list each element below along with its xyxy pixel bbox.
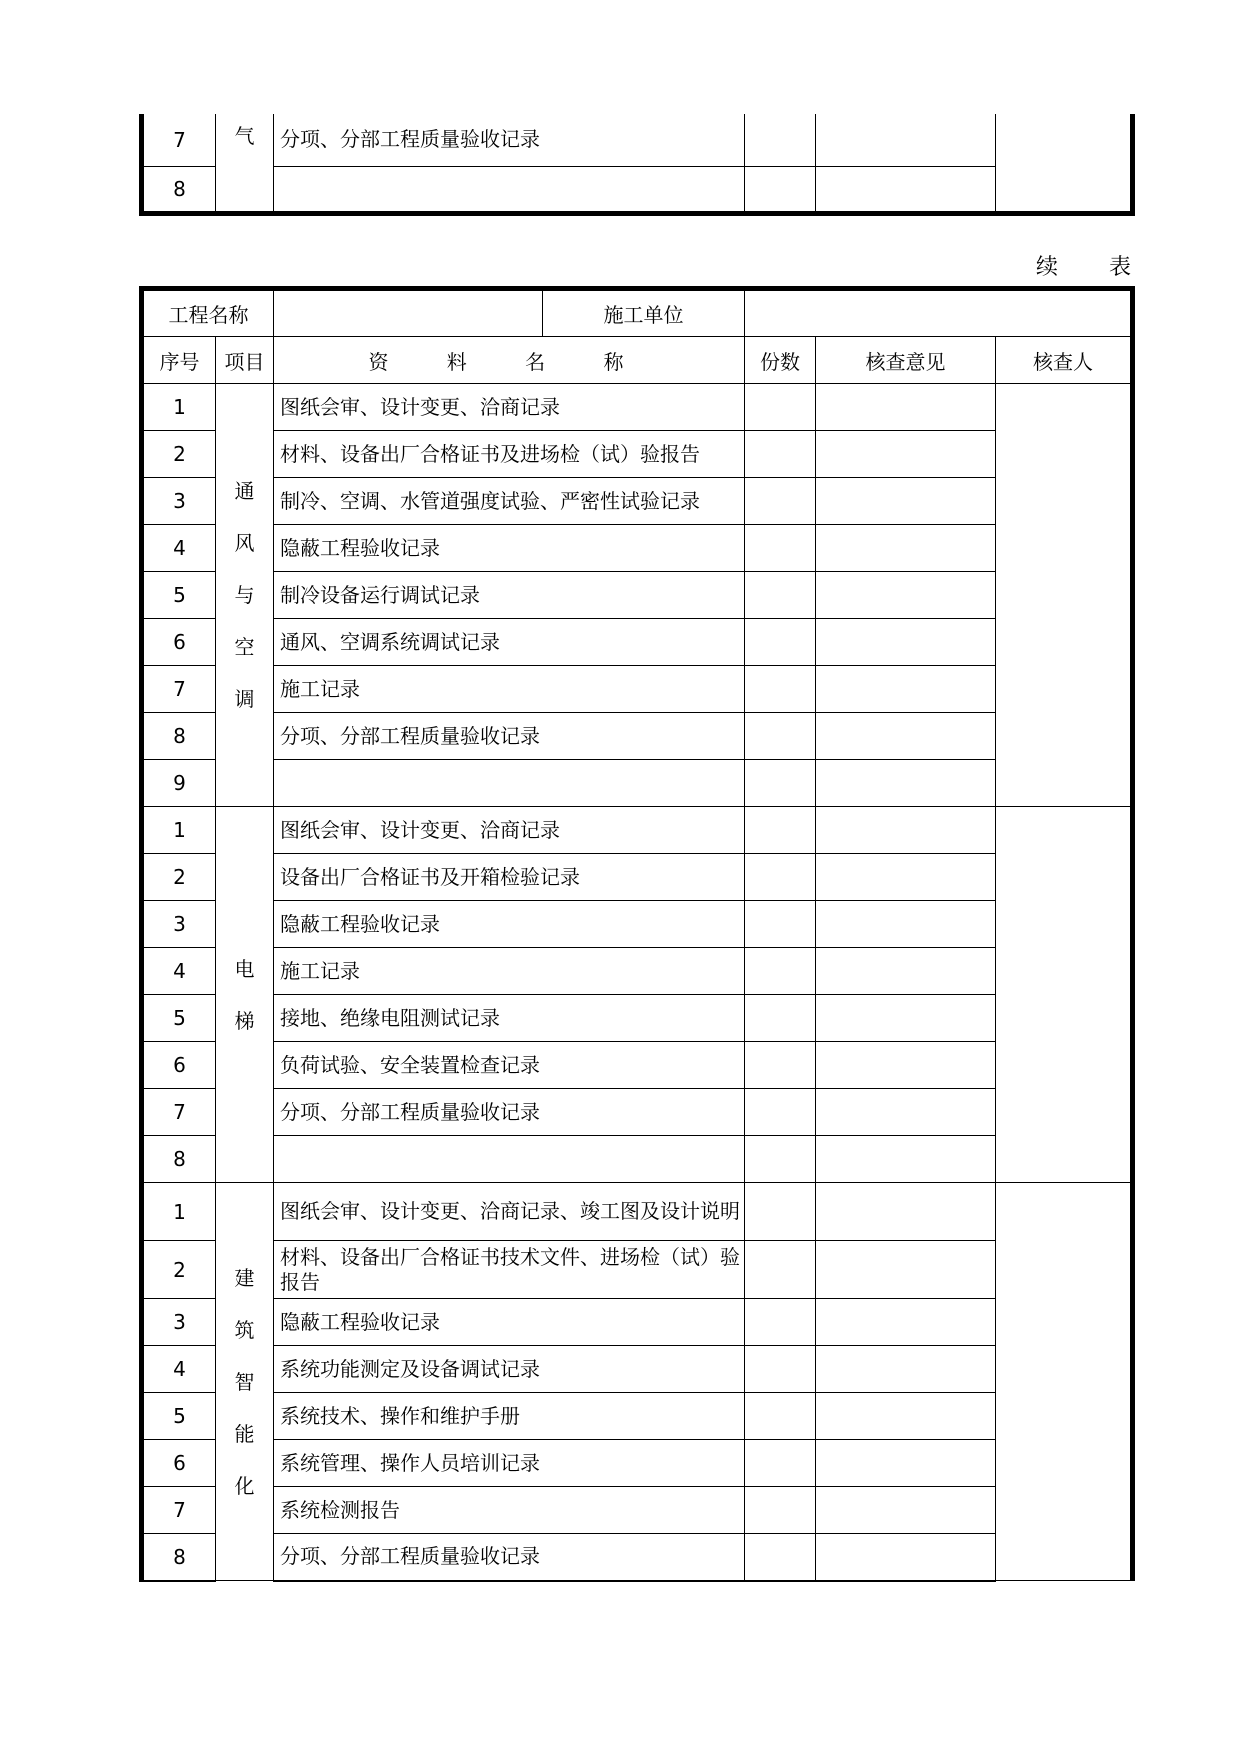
document-name-cell: 隐蔽工程验收记录 [274, 901, 745, 948]
copies-cell [745, 1346, 816, 1393]
opinion-cell [816, 1393, 996, 1440]
document-name-cell: 图纸会审、设计变更、洽商记录、竣工图及设计说明 [274, 1183, 745, 1241]
group-label-char: 电 [234, 956, 255, 981]
group-label-char: 智 [234, 1369, 255, 1394]
opinion-cell [816, 114, 996, 166]
header-row-project [142, 289, 1133, 337]
continued-label: 续 表 [1036, 255, 1153, 280]
copies-cell [745, 1089, 816, 1136]
row-number: 4 [142, 948, 216, 995]
opinion-cell [816, 525, 996, 572]
document-name-cell: 图纸会审、设计变更、洽商记录 [274, 807, 745, 854]
copies-cell [745, 948, 816, 995]
previous-table-fragment [139, 114, 1135, 216]
table-row [142, 948, 1133, 995]
document-name-cell: 施工记录 [274, 666, 745, 713]
checker-cell [996, 384, 1133, 807]
document-checklist-table [139, 286, 1135, 1582]
opinion-cell [816, 166, 996, 213]
document-name-cell: 分项、分部工程质量验收记录 [274, 1089, 745, 1136]
checker-cell [996, 1183, 1133, 1581]
copies-cell [745, 901, 816, 948]
group-label [216, 1183, 274, 1581]
copies-cell [745, 1042, 816, 1089]
row-number: 8 [142, 166, 216, 213]
table-row [142, 572, 1133, 619]
row-number: 4 [142, 1346, 216, 1393]
column-header-opinion: 核查意见 [816, 337, 996, 384]
copies-cell [745, 1440, 816, 1487]
copies-cell [745, 619, 816, 666]
row-number: 1 [142, 807, 216, 854]
opinion-cell [816, 807, 996, 854]
group-label-char: 梯 [234, 1008, 255, 1033]
column-header-item: 项目 [216, 337, 274, 384]
table-row [142, 901, 1133, 948]
table-row [142, 1393, 1133, 1440]
document-name-cell: 制冷设备运行调试记录 [274, 572, 745, 619]
copies-cell [745, 1241, 816, 1299]
group-label-char: 筑 [234, 1317, 255, 1342]
table-row [142, 1241, 1133, 1299]
table-row [142, 1042, 1133, 1089]
opinion-cell [816, 1241, 996, 1299]
copies-cell [745, 1534, 816, 1581]
opinion-cell [816, 760, 996, 807]
row-number: 3 [142, 901, 216, 948]
document-name-cell: 设备出厂合格证书及开箱检验记录 [274, 854, 745, 901]
row-number: 5 [142, 1393, 216, 1440]
document-name-cell: 分项、分部工程质量验收记录 [274, 713, 745, 760]
table-row [142, 1136, 1133, 1183]
copies-cell [745, 525, 816, 572]
copies-cell [745, 572, 816, 619]
row-number: 3 [142, 1299, 216, 1346]
group-label-char: 建 [234, 1265, 255, 1290]
group-label-char: 空 [234, 635, 255, 659]
copies-cell [745, 760, 816, 807]
copies-cell [745, 713, 816, 760]
opinion-cell [816, 1089, 996, 1136]
opinion-cell [816, 1346, 996, 1393]
opinion-cell [816, 1042, 996, 1089]
opinion-cell [816, 572, 996, 619]
table-row [142, 478, 1133, 525]
copies-cell [745, 1136, 816, 1183]
opinion-cell [816, 1136, 996, 1183]
table-row [142, 1346, 1133, 1393]
opinion-cell [816, 1299, 996, 1346]
copies-cell [745, 1183, 816, 1241]
checker-cell [996, 807, 1133, 1183]
group-label-char: 能 [234, 1421, 255, 1446]
row-number: 7 [142, 114, 216, 166]
row-number: 6 [142, 1042, 216, 1089]
document-name-cell: 制冷、空调、水管道强度试验、严密性试验记录 [274, 478, 745, 525]
row-number: 7 [142, 1089, 216, 1136]
document-name-cell: 隐蔽工程验收记录 [274, 1299, 745, 1346]
table-row [142, 854, 1133, 901]
row-number: 2 [142, 431, 216, 478]
table-row [142, 114, 1133, 166]
document-name-cell: 负荷试验、安全装置检查记录 [274, 1042, 745, 1089]
opinion-cell [816, 431, 996, 478]
row-number: 9 [142, 760, 216, 807]
header-row-columns [142, 337, 1133, 384]
copies-cell [745, 1487, 816, 1534]
document-name-cell [274, 166, 745, 213]
opinion-cell [816, 1487, 996, 1534]
row-number: 8 [142, 713, 216, 760]
row-number: 5 [142, 572, 216, 619]
row-number: 7 [142, 666, 216, 713]
group-label-char: 通 [234, 479, 255, 503]
opinion-cell [816, 1183, 996, 1241]
opinion-cell [816, 666, 996, 713]
table-row [142, 1534, 1133, 1581]
opinion-cell [816, 854, 996, 901]
copies-cell [745, 478, 816, 525]
group-label: 气 [216, 114, 274, 213]
table-row [142, 619, 1133, 666]
row-number: 7 [142, 1487, 216, 1534]
row-number: 8 [142, 1136, 216, 1183]
table-row [142, 1440, 1133, 1487]
copies-cell [745, 666, 816, 713]
group-label-char: 调 [234, 687, 255, 711]
group-label-char: 风 [234, 531, 255, 555]
document-name-cell: 施工记录 [274, 948, 745, 995]
document-name-cell [274, 760, 745, 807]
construction-unit-label: 施工单位 [543, 289, 745, 337]
table-row [142, 666, 1133, 713]
copies-cell [745, 431, 816, 478]
document-name-cell [274, 1136, 745, 1183]
group-label [216, 807, 274, 1183]
table-row [142, 995, 1133, 1042]
project-name-value [274, 289, 543, 337]
opinion-cell [816, 948, 996, 995]
table-row [142, 1299, 1133, 1346]
document-name-cell: 接地、绝缘电阻测试记录 [274, 995, 745, 1042]
row-number: 8 [142, 1534, 216, 1581]
opinion-cell [816, 1440, 996, 1487]
table-row [142, 525, 1133, 572]
table-row [142, 713, 1133, 760]
table-row [142, 807, 1133, 854]
copies-cell [745, 114, 816, 166]
row-number: 2 [142, 1241, 216, 1299]
copies-cell [745, 1299, 816, 1346]
document-name-cell: 材料、设备出厂合格证书技术文件、进场检（试）验报告 [274, 1241, 745, 1299]
table-row [142, 760, 1133, 807]
copies-cell [745, 995, 816, 1042]
row-number: 6 [142, 1440, 216, 1487]
opinion-cell [816, 901, 996, 948]
document-name-cell: 通风、空调系统调试记录 [274, 619, 745, 666]
document-name-cell: 分项、分部工程质量验收记录 [274, 1534, 745, 1581]
document-name-cell: 系统功能测定及设备调试记录 [274, 1346, 745, 1393]
document-name-cell: 系统技术、操作和维护手册 [274, 1393, 745, 1440]
document-name-cell: 系统管理、操作人员培训记录 [274, 1440, 745, 1487]
table-row [142, 1089, 1133, 1136]
group-label-char: 与 [234, 583, 255, 607]
row-number: 1 [142, 384, 216, 431]
row-number: 5 [142, 995, 216, 1042]
document-name-cell: 分项、分部工程质量验收记录 [274, 114, 745, 166]
construction-unit-value [745, 289, 1133, 337]
copies-cell [745, 807, 816, 854]
opinion-cell [816, 713, 996, 760]
table-row [142, 1487, 1133, 1534]
opinion-cell [816, 384, 996, 431]
table-row [142, 1183, 1133, 1241]
copies-cell [745, 1393, 816, 1440]
group-label-char: 化 [234, 1473, 255, 1498]
opinion-cell [816, 478, 996, 525]
row-number: 6 [142, 619, 216, 666]
group-label [216, 384, 274, 807]
document-name-cell: 系统检测报告 [274, 1487, 745, 1534]
column-header-checker: 核查人 [996, 337, 1133, 384]
row-number: 3 [142, 478, 216, 525]
opinion-cell [816, 1534, 996, 1581]
project-name-label: 工程名称 [142, 289, 274, 337]
table-row [142, 166, 1133, 213]
copies-cell [745, 384, 816, 431]
row-number: 4 [142, 525, 216, 572]
row-number: 2 [142, 854, 216, 901]
opinion-cell [816, 619, 996, 666]
column-header-copies: 份数 [745, 337, 816, 384]
copies-cell [745, 854, 816, 901]
checker-cell [996, 114, 1133, 213]
table-row [142, 431, 1133, 478]
opinion-cell [816, 995, 996, 1042]
copies-cell [745, 166, 816, 213]
column-header-no: 序号 [142, 337, 216, 384]
table-row [142, 384, 1133, 431]
row-number: 1 [142, 1183, 216, 1241]
document-name-cell: 隐蔽工程验收记录 [274, 525, 745, 572]
column-header-document-name: 资 料 名 称 [274, 337, 745, 384]
document-name-cell: 材料、设备出厂合格证书及进场检（试）验报告 [274, 431, 745, 478]
document-name-cell: 图纸会审、设计变更、洽商记录 [274, 384, 745, 431]
